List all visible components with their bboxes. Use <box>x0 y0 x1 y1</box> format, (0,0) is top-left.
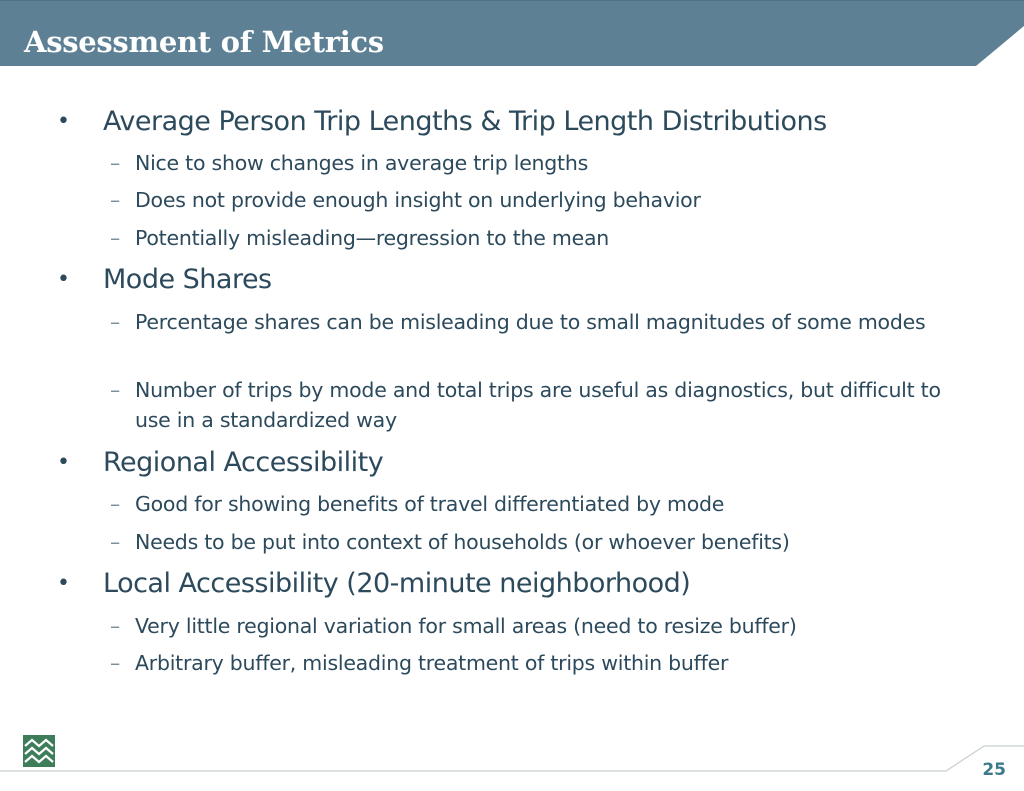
bullet-label: Regional Accessibility <box>103 447 384 478</box>
dash-marker: – <box>110 188 121 212</box>
subitem-text: Arbitrary buffer, misleading treatment of trips within buffer <box>135 651 729 675</box>
dash-marker: – <box>110 614 121 638</box>
page-number: 25 <box>982 760 1006 780</box>
mountain-logo-icon <box>23 735 55 767</box>
dash-marker: – <box>110 378 121 402</box>
bullet-marker: • <box>57 450 70 475</box>
bullet-label: Local Accessibility (20-minute neighborhood) <box>103 568 691 599</box>
title-bar <box>0 0 1024 66</box>
dash-marker: – <box>110 151 121 175</box>
bullet-label: Average Person Trip Lengths & Trip Length Distributions <box>103 106 827 137</box>
subitem-text: Number of trips by mode and total trips are useful as diagnostics, but difficult to use in a standardized way <box>135 378 941 432</box>
bullet-marker: • <box>57 571 70 596</box>
dash-marker: – <box>110 492 121 516</box>
dash-marker: – <box>110 310 121 334</box>
subitem-text: Very little regional variation for small areas (need to resize buffer) <box>135 614 797 638</box>
bullet-label: Mode Shares <box>103 264 272 295</box>
subitem-text: Percentage shares can be misleading due to small magnitudes of some modes <box>135 310 926 334</box>
subitem-text: Potentially misleading—regression to the mean <box>135 226 610 250</box>
subitem-text: Good for showing benefits of travel differentiated by mode <box>135 492 725 516</box>
subitem-text: Needs to be put into context of households (or whoever benefits) <box>135 530 790 554</box>
slide-title: Assessment of Metrics <box>24 25 384 59</box>
bullet-marker: • <box>57 267 70 292</box>
dash-marker: – <box>110 530 121 554</box>
dash-marker: – <box>110 651 121 675</box>
footer-divider <box>0 745 1024 785</box>
subitem-text: Does not provide enough insight on underlying behavior <box>135 188 701 212</box>
dash-marker: – <box>110 226 121 250</box>
bullet-marker: • <box>57 109 70 134</box>
subitem-text: Nice to show changes in average trip lengths <box>135 151 589 175</box>
